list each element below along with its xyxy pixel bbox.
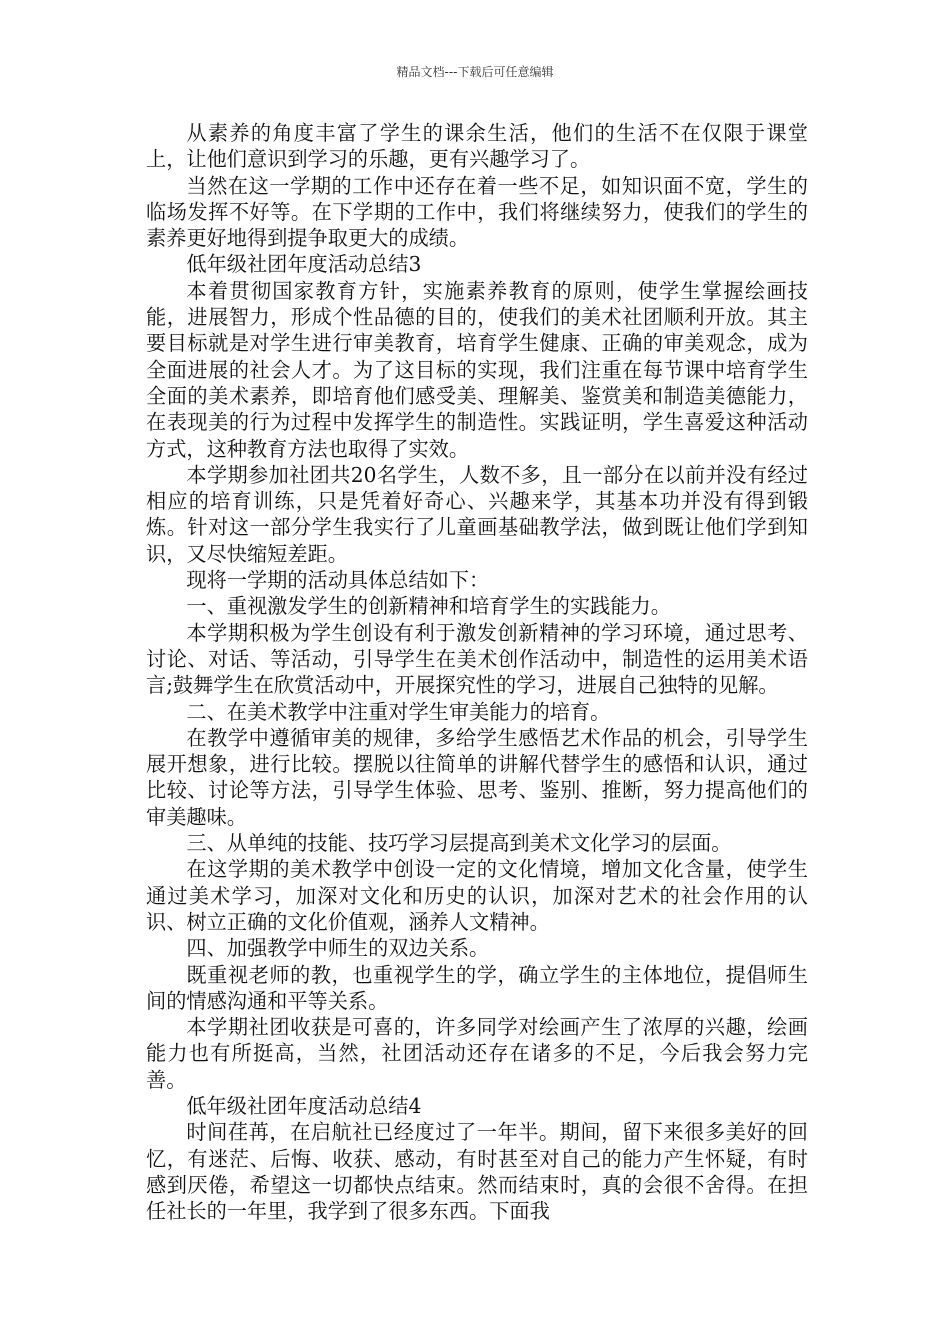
section-heading: 二、在美术教学中注重对学生审美能力的培育。 bbox=[186, 699, 611, 724]
section-heading: 现将一学期的活动具体总结如下： bbox=[186, 568, 490, 593]
paragraph: 既重视老师的教，也重视学生的学，确立学生的主体地位，提倡师生间的情感沟通和平等关系。 bbox=[146, 962, 808, 1013]
paragraph: 本学期参加社团共20名学生，人数不多，且一部分在以前并没有经过相应的培育训练，只是凭着好奇心、兴趣来学，其基本功并没有得到锻炼。针对这一部分学生我实行了儿童画基础教学法，做到既让他们学到知识，又尽快缩短差距。 bbox=[146, 462, 808, 566]
page-header: 精品文档---下载后可任意编辑 bbox=[396, 65, 554, 79]
section-heading: 一、重视激发学生的创新精神和培育学生的实践能力。 bbox=[186, 594, 671, 619]
section-heading: 低年级社团年度活动总结4 bbox=[186, 1093, 422, 1118]
section-heading: 三、从单纯的技能、技巧学习层提高到美术文化学习的层面。 bbox=[186, 831, 732, 856]
paragraph: 从素养的角度丰富了学生的课余生活，他们的生活不在仅限于课堂上，让他们意识到学习的乐趣，更有兴趣学习了。 bbox=[146, 121, 808, 172]
section-heading: 四、加强教学中师生的双边关系。 bbox=[186, 936, 490, 961]
paragraph: 当然在这一学期的工作中还存在着一些不足，如知识面不宽，学生的临场发挥不好等。在下学期的工作中，我们将继续努力，使我们的学生的素养更好地得到提争取更大的成绩。 bbox=[146, 173, 808, 251]
paragraph: 本学期社团收获是可喜的，许多同学对绘画产生了浓厚的兴趣，绘画能力也有所挺高，当然，社团活动还存在诸多的不足，今后我会努力完善。 bbox=[146, 1015, 808, 1092]
paragraph: 在这学期的美术教学中创设一定的文化情境，增加文化含量，使学生通过美术学习，加深对文化和历史的认识，加深对艺术的社会作用的认识、树立正确的文化价值观，涵养人文精神。 bbox=[146, 857, 808, 934]
paragraph: 本学期积极为学生创设有利于激发创新精神的学习环境，通过思考、讨论、对话、等活动，引导学生在美术创作活动中，制造性的运用美术语言;鼓舞学生在欣赏活动中，开展探究性的学习，进展自己独特的见解。 bbox=[146, 620, 808, 698]
document-body bbox=[146, 120, 808, 1224]
section-heading: 低年级社团年度活动总结3 bbox=[186, 252, 422, 277]
paragraph: 时间荏苒，在启航社已经度过了一年半。期间，留下来很多美好的回忆，有迷茫、后悔、收获、感动，有时甚至对自己的能力产生怀疑，有时感到厌倦，希望这一切都快点结束。然而结束时，真的会很不舍得。在担任社长的一年里，我学到了很多东西。下面我 bbox=[146, 1120, 808, 1224]
paragraph: 本着贯彻国家教育方针，实施素养教育的原则，使学生掌握绘画技能，进展智力，形成个性品德的目的，使我们的美术社团顺利开放。其主要目标就是对学生进行审美教育，培育学生健康、正确的审美观念，成为全面进展的社会人才。为了这目标的实现，我们注重在每节课中培育学生全面的美术素养，即培育他们感受美、理解美、鉴赏美和制造美德能力，在表现美的行为过程中发挥学生的制造性。实践证明，学生喜爱这种活动方式，这种教育方法也取得了实效。 bbox=[146, 278, 808, 461]
paragraph: 在教学中遵循审美的规律，多给学生感悟艺术作品的机会，引导学生展开想象，进行比较。摆脱以往简单的讲解代替学生的感悟和认识，通过比较、讨论等方法，引导学生体验、思考、鉴别、推断，努力提高他们的审美趣味。 bbox=[146, 725, 808, 829]
